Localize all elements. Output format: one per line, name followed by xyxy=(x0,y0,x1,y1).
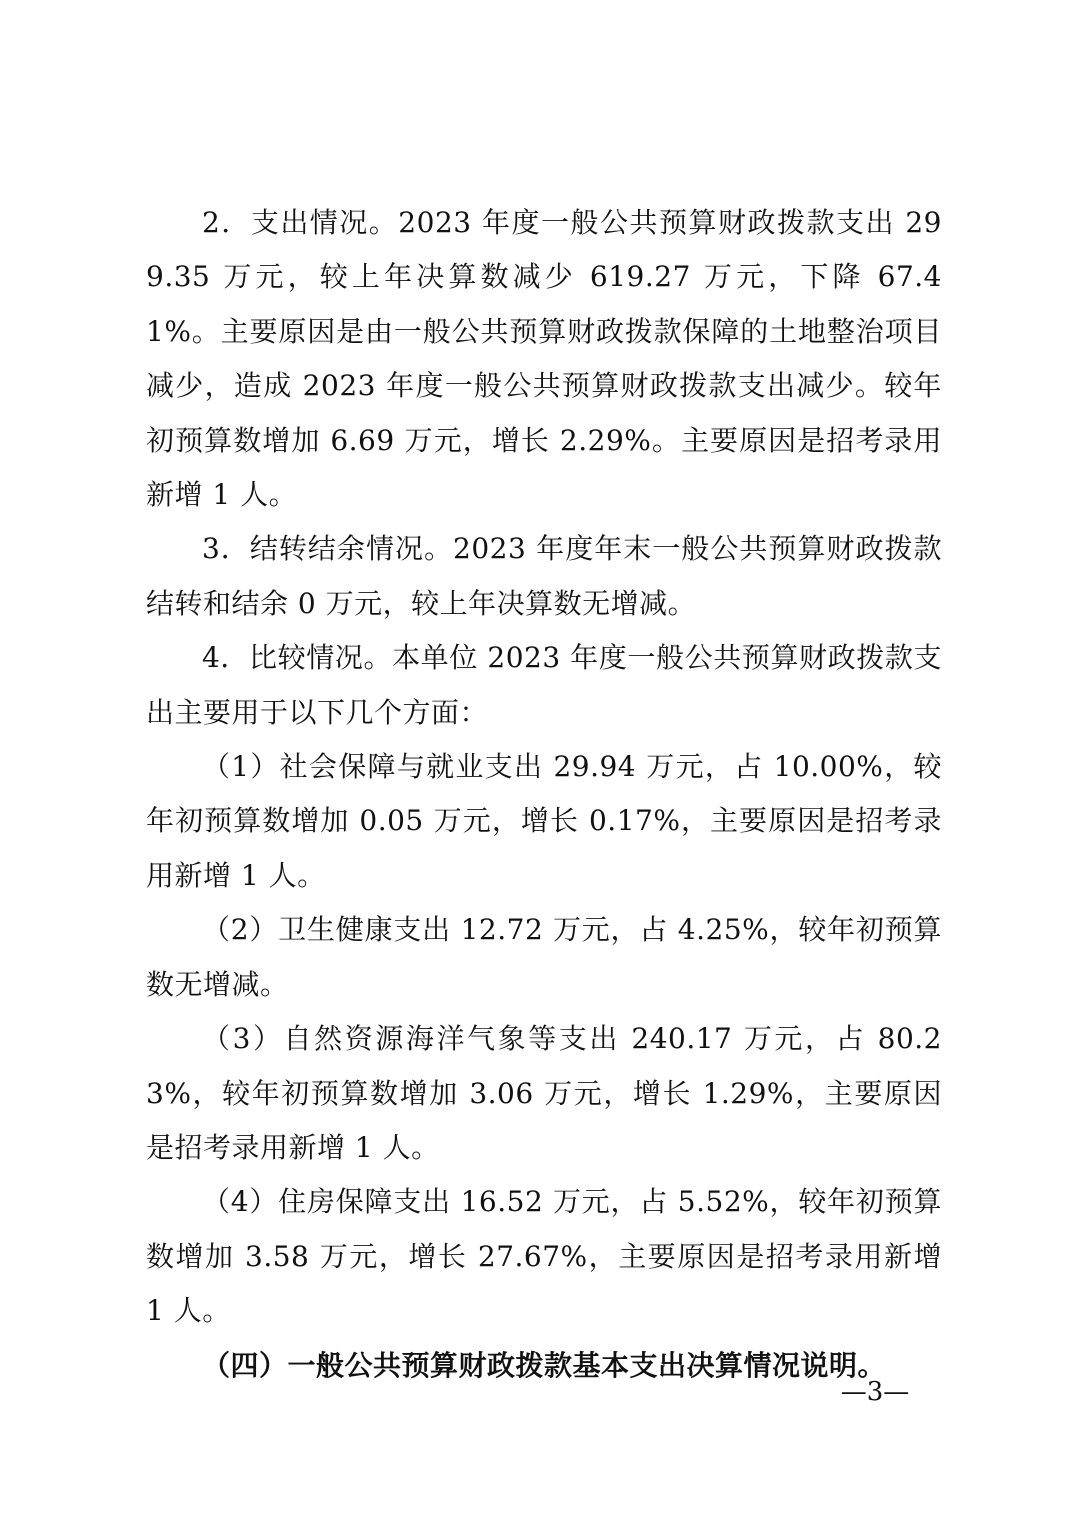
paragraph-expenditure: 2．支出情况。2023 年度一般公共预算财政拨款支出 299.35 万元，较上年决算数减少 619.27 万元，下降 67.41%。主要原因是由一般公共预算财政拨款保障的土地整治项目减少，造成 2023 年度一般公共预算财政拨款支出减少。较年初预算数增加 6.69 万元，增长 2.29%。主要原因是招考录用新增 1 人。 xyxy=(146,206,942,512)
section-heading: （四）一般公共预算财政拨款基本支出决算情况说明。 xyxy=(202,1348,887,1382)
paragraph-comparison: 4．比较情况。本单位 2023 年度一般公共预算财政拨款支出主要用于以下几个方面： xyxy=(146,641,942,729)
paragraph-carryover: 3．结转结余情况。2023 年度年末一般公共预算财政拨款结转和结余 0 万元，较上年决算数无增减。 xyxy=(146,532,942,620)
paragraph-item-natural-resources: （3）自然资源海洋气象等支出 240.17 万元，占 80.23%，较年初预算数增加 3.06 万元，增长 1.29%，主要原因是招考录用新增 1 人。 xyxy=(146,1022,942,1164)
paragraph-item-health: （2）卫生健康支出 12.72 万元，占 4.25%，较年初预算数无增减。 xyxy=(146,913,942,1001)
page-number: —3— xyxy=(840,1377,910,1407)
page-body xyxy=(146,196,942,1393)
paragraph-item-housing: （4）住房保障支出 16.52 万元，占 5.52%，较年初预算数增加 3.58 万元，增长 27.67%，主要原因是招考录用新增 1 人。 xyxy=(146,1185,942,1328)
paragraph-item-social-security: （1）社会保障与就业支出 29.94 万元，占 10.00%，较年初预算数增加 0.05 万元，增长 0.17%，主要原因是招考录用新增 1 人。 xyxy=(146,750,942,892)
